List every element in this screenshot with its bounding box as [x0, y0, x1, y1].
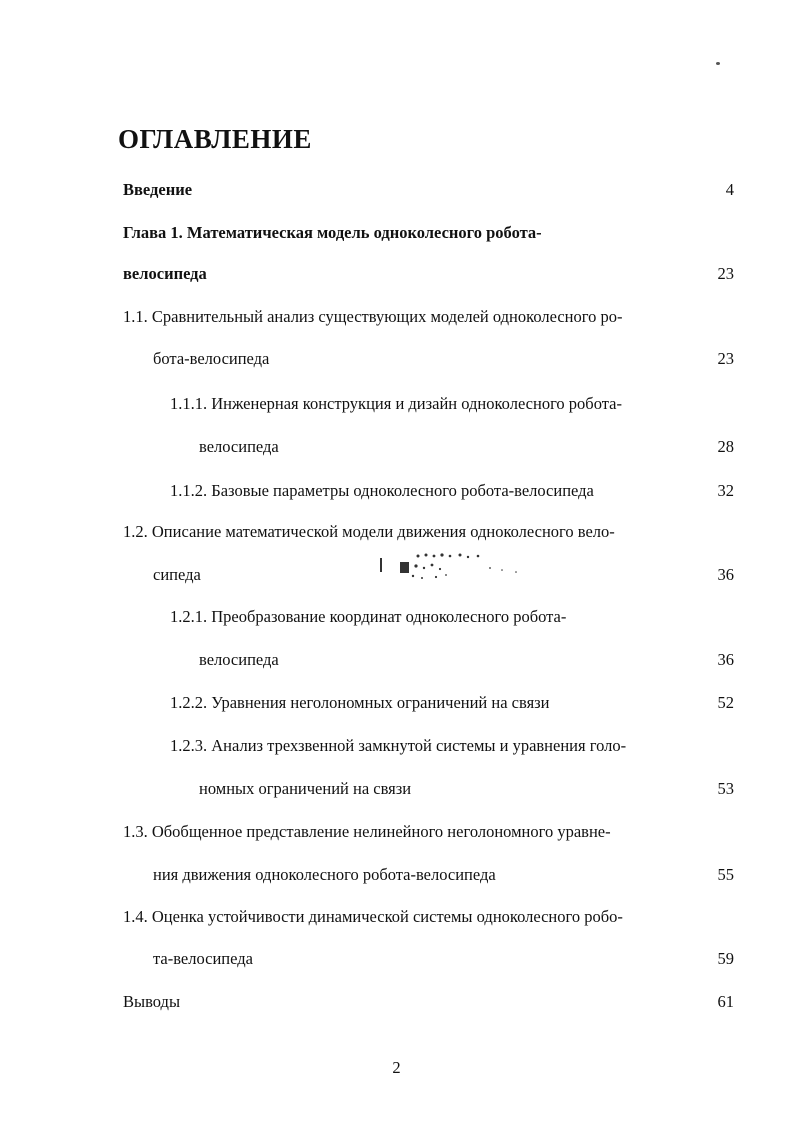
toc-page-number: 52 [717, 693, 734, 712]
toc-entry-1-3: 1.3. Обобщенное представление нелинейного неголономного уравне- [123, 822, 611, 841]
toc-page-number: 4 [725, 180, 734, 199]
toc-page-number: 59 [717, 949, 734, 968]
toc-entry-1-2-3: 1.2.3. Анализ трехзвенной замкнутой системы и уравнения голо- [170, 736, 627, 755]
toc-page-number: 23 [717, 349, 734, 368]
toc-page-number: 55 [717, 865, 734, 884]
toc-page-number: 23 [717, 264, 734, 283]
toc-entry-1-2-1: 1.2.1. Преобразование координат одноколесного робота- [170, 607, 567, 626]
toc-entry-1-2-2: 1.2.2. Уравнения неголономных ограничений на связи [170, 693, 550, 712]
toc-entry-1-4: 1.4. Оценка устойчивости динамической системы одноколесного робо- [123, 907, 623, 926]
toc-entry-1-2-cont: сипеда [153, 565, 201, 584]
toc-page-number: 36 [717, 565, 734, 584]
toc-page-number: 32 [717, 481, 734, 500]
toc-entry-1-1-1-cont: велосипеда [199, 437, 279, 456]
toc-page-number: 61 [717, 992, 734, 1011]
page-title: ОГЛАВЛЕНИЕ [118, 124, 312, 154]
toc-entry-1-1-cont: бота-велосипеда [153, 349, 270, 368]
toc-entry-1-3-cont: ния движения одноколесного робота-велосипеда [153, 865, 496, 884]
toc-entry-1-4-cont: та-велосипеда [153, 949, 253, 968]
toc-entry-chapter-1: Глава 1. Математическая модель одноколесного робота- [123, 223, 542, 242]
toc-entry-1-1-1: 1.1.1. Инженерная конструкция и дизайн одноколесного робота- [170, 394, 622, 413]
scan-speck [716, 62, 720, 65]
toc-entry-1-1-2: 1.1.2. Базовые параметры одноколесного робота-велосипеда [170, 481, 594, 500]
toc-entry-chapter-1-cont: велосипеда [123, 264, 207, 283]
toc-entry-introduction: Введение [123, 180, 193, 199]
toc-page-number: 36 [717, 650, 734, 669]
page-number: 2 [392, 1058, 401, 1077]
toc-entry-1-2-3-cont: номных ограничений на связи [199, 779, 412, 798]
toc-page-number: 28 [717, 437, 734, 456]
toc-page-number: 53 [717, 779, 734, 798]
toc-entry-conclusions: Выводы [123, 992, 181, 1011]
toc-entry-1-2-1-cont: велосипеда [199, 650, 279, 669]
toc-entry-1-1: 1.1. Сравнительный анализ существующих моделей одноколесного ро- [123, 307, 623, 326]
toc-entry-1-2: 1.2. Описание математической модели движения одноколесного вело- [123, 522, 615, 541]
scan-smudge [378, 548, 528, 590]
